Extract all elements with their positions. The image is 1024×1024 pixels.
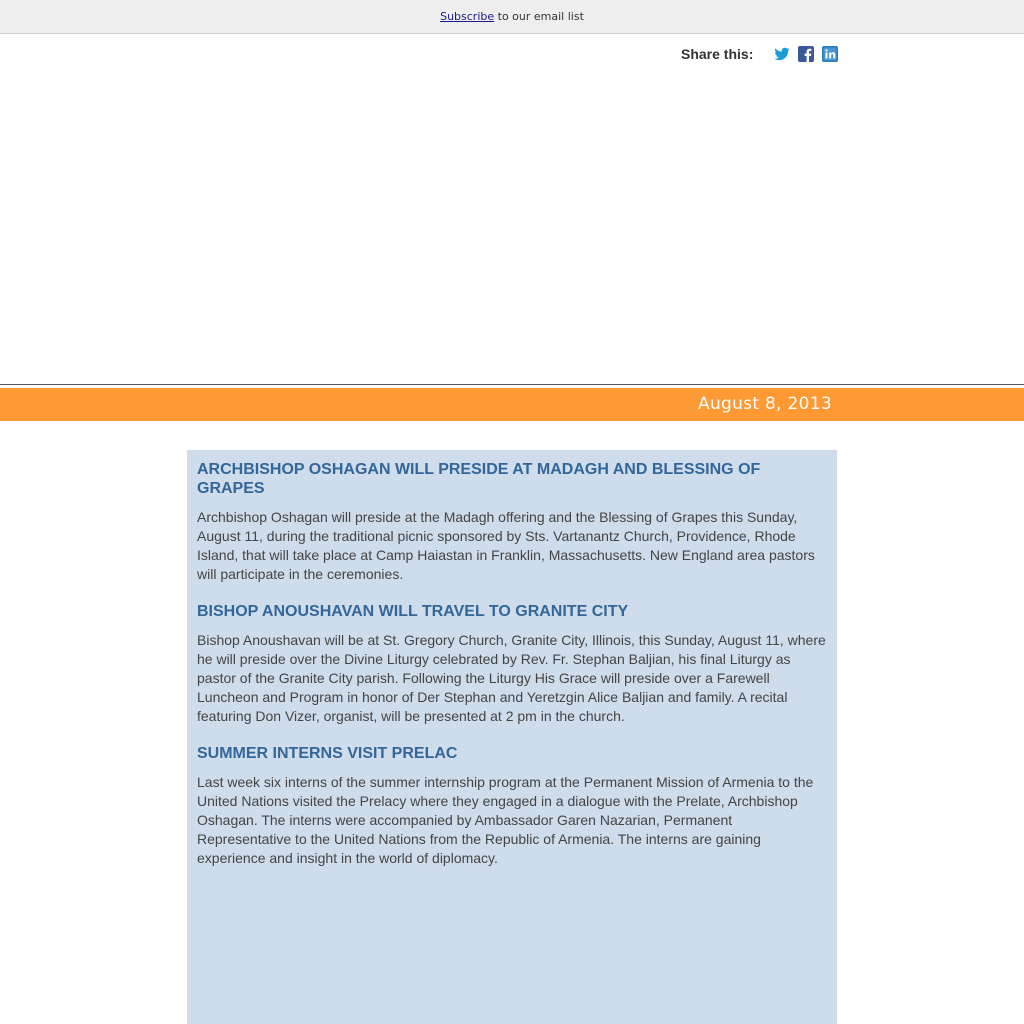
article-title: ARCHBISHOP OSHAGAN WILL PRESIDE AT MADAGH AND BLESSING OF GRAPES (197, 461, 761, 497)
article-body: Archbishop Oshagan will preside at the Madagh offering and the Blessing of Grapes this Sunday, August 11, during the traditional picnic sponsored by Sts. Vartanantz Church, Providence, Rhode Island, that will take place at Camp Haiastan in Franklin, Massachusetts. New England area pastors will participate in the ceremonies. (197, 509, 815, 582)
article-body: Bishop Anoushavan will be at St. Gregory Church, Granite City, Illinois, this Sunday, August 11, where he will preside over the Divine Liturgy celebrated by Rev. Fr. Stephan Baljian, his final Liturgy as pastor of the Granite City parish. Following the Liturgy His Grace will preside over a Farewell Luncheon and Program in honor of Der Stephan and Yeretzgin Alice Baljian and family. A recital featuring Don Vizer, organist, will be presented at 2 pm in the church. (197, 632, 826, 724)
article-title: BISHOP ANOUSHAVAN WILL TRAVEL TO GRANITE CITY (197, 603, 629, 620)
article-body: Last week six interns of the summer internship program at the Permanent Mission of Armenia to the United Nations visited the Prelacy where they engaged in a dialogue with the Prelate, Archbishop Oshagan. The interns were accompanied by Ambassador Garen Nazarian, Permanent Representative to the United Nations from the Republic of Armenia. The interns are gaining experience and insight in the world of diplomacy. (197, 774, 814, 866)
subscribe-bar (0, 0, 1024, 34)
article-title: SUMMER INTERNS VISIT PRELAC (197, 745, 458, 762)
subscribe-link[interactable]: Subscribe (440, 10, 495, 23)
article (197, 460, 827, 584)
twitter-icon[interactable] (774, 46, 790, 62)
article (197, 602, 827, 726)
header-divider (0, 384, 1024, 385)
linkedin-icon[interactable] (822, 46, 838, 62)
issue-date: August 8, 2013 (698, 394, 832, 414)
article (197, 744, 827, 868)
share-bar (681, 44, 838, 64)
date-banner (0, 388, 1024, 421)
news-content (187, 450, 837, 1024)
subscribe-text: to our email list (494, 10, 584, 23)
share-label: Share this: (681, 46, 754, 62)
facebook-icon[interactable] (798, 46, 814, 62)
